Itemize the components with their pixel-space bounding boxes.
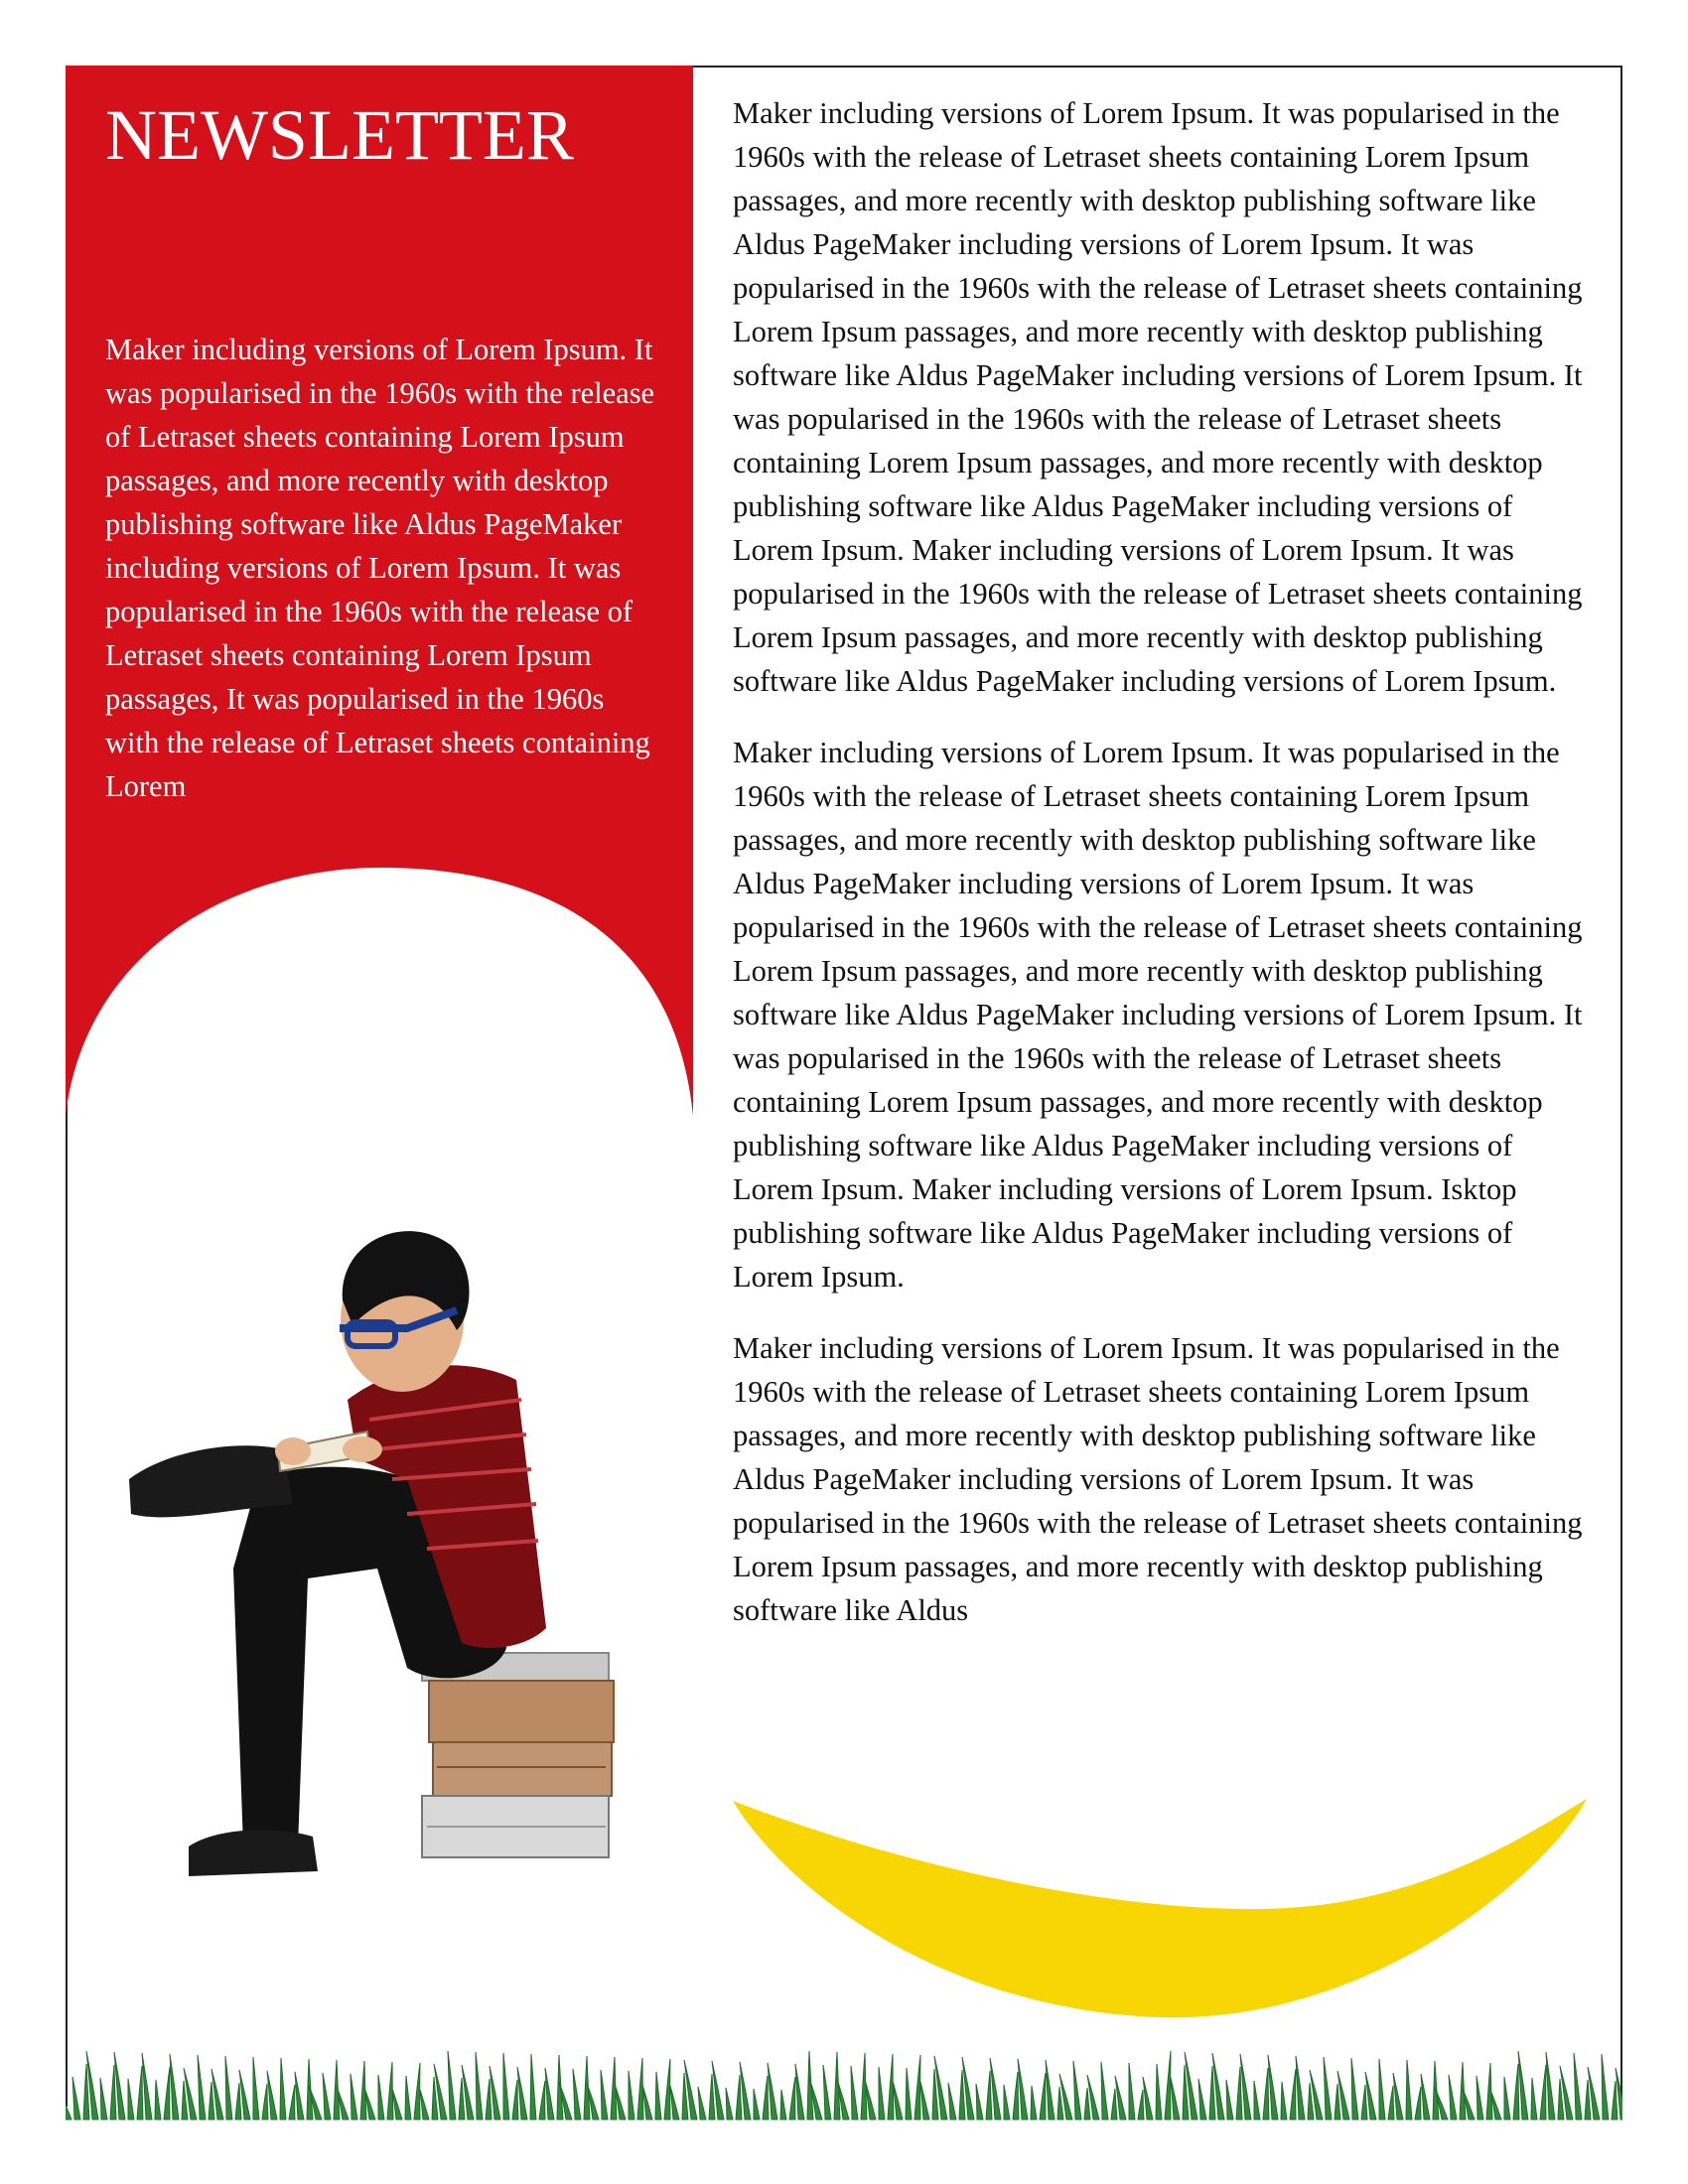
yellow-crescent-shape	[731, 1797, 1595, 2025]
intro-text: Maker including versions of Lorem Ipsum. It was popularised in the 1960s with the release of Letraset sheets containing Lorem Ipsum passages, and more recently with desktop publishing software like Aldus PageMaker including versions of Lorem Ipsum. It was popularised in the 1960s with the release of Letraset sheets containing Lorem Ipsum passages, It was popularised in the 1960s with the release of Letraset sheets containing Lorem	[105, 333, 655, 803]
newsletter-title: NEWSLETTER	[105, 95, 574, 175]
article-column	[733, 91, 1587, 1795]
boy-reading-illustration	[109, 1152, 645, 1906]
article-paragraph-3: Maker including versions of Lorem Ipsum. It was popularised in the 1960s with the release of Letraset sheets containing Lorem Ipsum passages, and more recently with desktop publishing software like Aldus PageMaker including versions of Lorem Ipsum. It was popularised in the 1960s with the release of Letraset sheets containing Lorem Ipsum passages, and more recently with desktop publishing software like Aldus	[733, 1331, 1583, 1627]
article-paragraph-1: Maker including versions of Lorem Ipsum. It was popularised in the 1960s with the release of Letraset sheets containing Lorem Ipsum passages, and more recently with desktop publishing software like Aldus PageMaker including versions of Lorem Ipsum. It was popularised in the 1960s with the release of Letraset sheets containing Lorem Ipsum passages, and more recently with desktop publishing software like Aldus PageMaker including versions of Lorem Ipsum. It was popularised in the 1960s with the release of Letraset sheets containing Lorem Ipsum passages, and more recently with desktop publishing software like Aldus PageMaker including versions of Lorem Ipsum. Maker including versions of Lorem Ipsum. It was popularised in the 1960s with the release of Letraset sheets containing Lorem Ipsum passages, and more recently with desktop publishing software like Aldus PageMaker including versions of Lorem Ipsum.	[733, 96, 1583, 698]
grass-border-icon	[66, 2045, 1622, 2124]
article-paragraph-2: Maker including versions of Lorem Ipsum. It was popularised in the 1960s with the release of Letraset sheets containing Lorem Ipsum passages, and more recently with desktop publishing software like Aldus PageMaker including versions of Lorem Ipsum. It was popularised in the 1960s with the release of Letraset sheets containing Lorem Ipsum passages, and more recently with desktop publishing software like Aldus PageMaker including versions of Lorem Ipsum. It was popularised in the 1960s with the release of Letraset sheets containing Lorem Ipsum passages, and more recently with desktop publishing software like Aldus PageMaker including versions of Lorem Ipsum. Maker including versions of Lorem Ipsum. Isktop publishing software like Aldus PageMaker including versions of Lorem Ipsum.	[733, 736, 1583, 1294]
book-stack-icon	[422, 1653, 614, 1857]
